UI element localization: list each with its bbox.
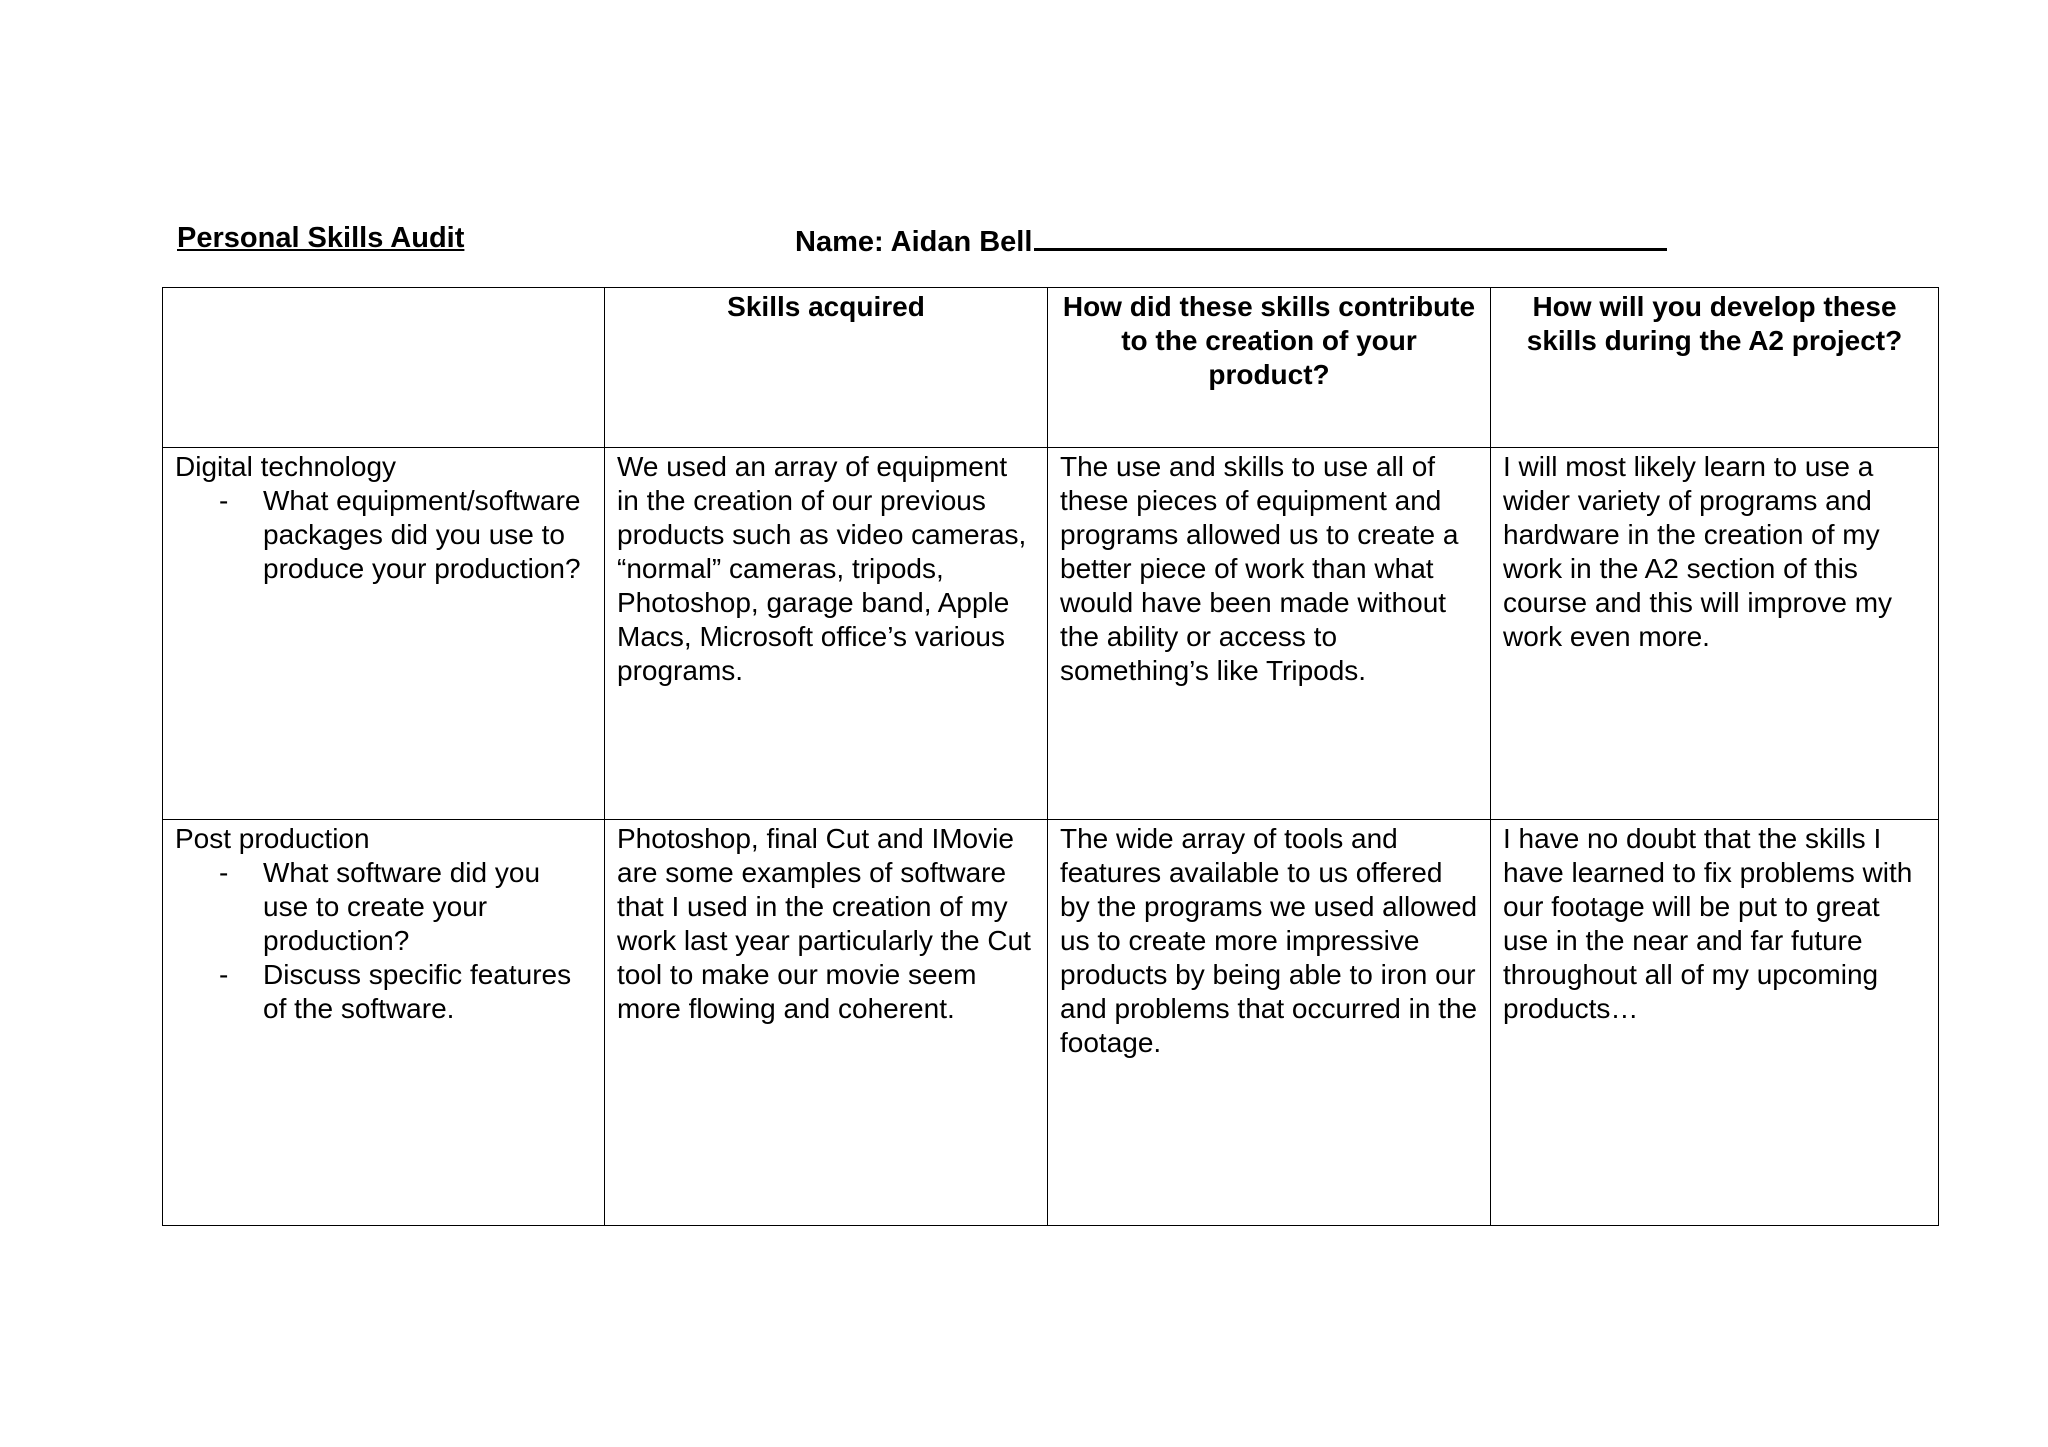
- prompt-item: - Discuss specific features of the software.: [175, 958, 592, 1026]
- prompt-item: - What equipment/software packages did you use to produce your production?: [175, 484, 592, 586]
- development-cell: I will most likely learn to use a wider variety of programs and hardware in the creation of my work in the A2 section of this course and this will improve my work even more.: [1491, 448, 1939, 820]
- development-cell: I have no doubt that the skills I have learned to fix problems with our footage will be put to great use in the near and far future throughout all of my upcoming products…: [1491, 820, 1939, 1226]
- document-title: Personal Skills Audit: [177, 222, 465, 254]
- table-header-row: [163, 288, 1939, 448]
- row-label-cell: [163, 820, 605, 1226]
- prompt-list: [175, 484, 592, 586]
- contribution-cell: The wide array of tools and features available to us offered by the programs we used allowed us to create more impressive products by being able to iron our and problems that occurred in the footage.: [1048, 820, 1491, 1226]
- table-row-post-production: [163, 820, 1939, 1226]
- skills-acquired-cell: Photoshop, final Cut and IMovie are some examples of software that I used in the creation of my work last year particularly the Cut tool to make our movie seem more flowing and coherent.: [605, 820, 1048, 1226]
- prompt-item: - What software did you use to create your production?: [175, 856, 592, 958]
- skills-acquired-cell: We used an array of equipment in the creation of our previous products such as video cameras, “normal” cameras, tripods, Photoshop, garage band, Apple Macs, Microsoft office’s various programs.: [605, 448, 1048, 820]
- header-skills-acquired: Skills acquired: [605, 288, 1048, 448]
- table-row-digital-technology: [163, 448, 1939, 820]
- header-cell-blank: [163, 288, 605, 448]
- row-title: Digital technology: [175, 451, 397, 482]
- skills-audit-table: [162, 287, 1939, 1226]
- header-contribution: How did these skills contribute to the creation of your product?: [1048, 288, 1491, 448]
- prompt-list: [175, 856, 592, 1026]
- name-line: [795, 220, 1667, 260]
- contribution-cell: The use and skills to use all of these pieces of equipment and programs allowed us to create a better piece of work than what would have been made without the ability or access to something’s like Tripods.: [1048, 448, 1491, 820]
- student-name: Name: Aidan Bell: [795, 226, 1033, 258]
- name-underline: [1034, 220, 1667, 251]
- row-title: Post production: [175, 823, 370, 854]
- row-label-cell: [163, 448, 605, 820]
- header-development: How will you develop these skills during the A2 project?: [1491, 288, 1939, 448]
